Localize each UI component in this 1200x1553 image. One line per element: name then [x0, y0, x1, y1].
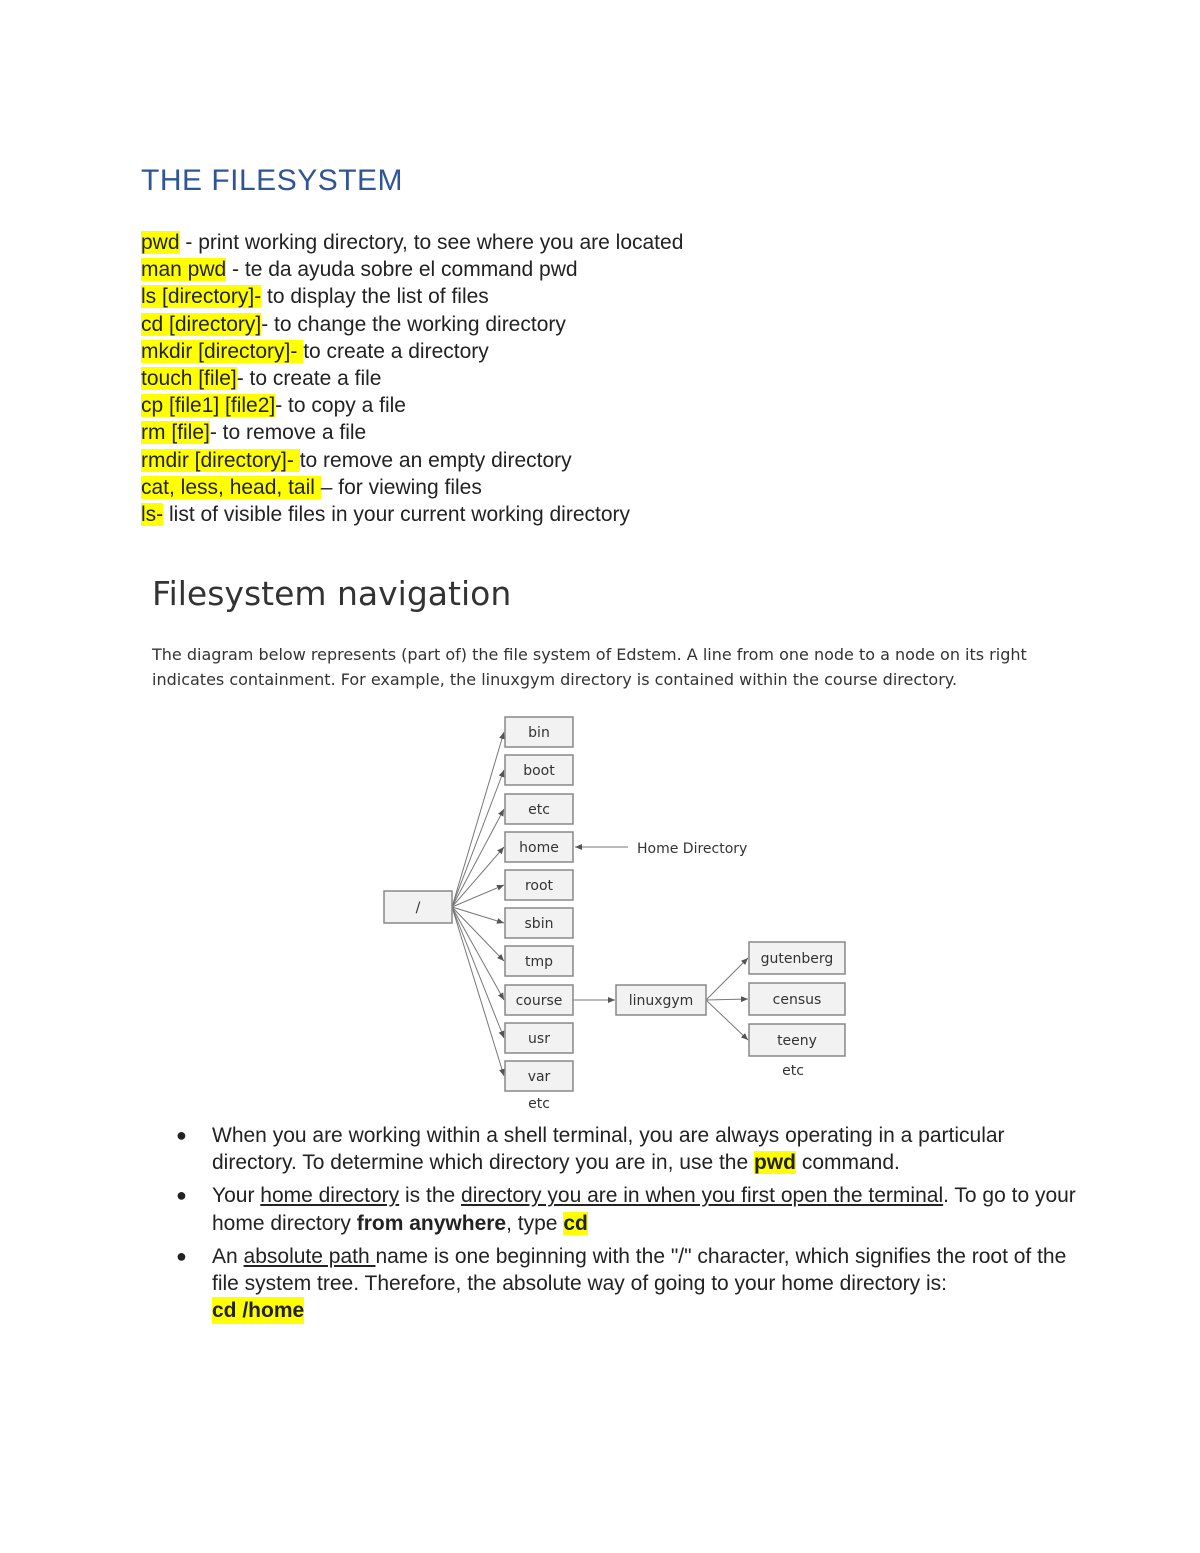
dir-node-home [505, 832, 573, 862]
command-description: - print working directory, to see where you are located [179, 231, 684, 254]
command-item [141, 501, 683, 528]
command-description: to remove an empty directory [299, 448, 572, 472]
command-description: list of visible files in your current working directory [163, 503, 631, 527]
dir-node-var [505, 1061, 573, 1091]
dir-node-bin [505, 717, 573, 747]
bullet-icon: ● [176, 1245, 187, 1266]
dir-node-census [749, 983, 845, 1015]
command-description: – for viewing files [320, 475, 482, 499]
home-directory-definition: directory you are in when you first open the terminal [461, 1184, 944, 1208]
dir-node-sbin [505, 908, 573, 938]
command-item [141, 256, 683, 283]
filesystem-diagram [370, 706, 860, 1116]
bullet-text: When you are working within a shell terminal, you are always operating in a particular directory. To determine which directory you are in, use the [212, 1124, 1005, 1175]
command-list [141, 229, 683, 528]
dir-node-gutenberg-label: gutenberg [760, 951, 834, 967]
bullet-icon: ● [176, 1185, 187, 1206]
dir-node-etc-label: etc [528, 802, 550, 818]
dir-node-usr [505, 1023, 573, 1053]
command-name: rmdir [directory]- [141, 448, 300, 472]
command-item [141, 283, 683, 310]
command-name: touch [file] [141, 367, 237, 391]
command-item [141, 338, 683, 365]
dir-node-root [505, 870, 573, 900]
command-item [141, 447, 683, 474]
bullet-item [176, 1122, 1076, 1176]
home-directory-label: Home Directory [637, 841, 748, 857]
bullet-text: is the [399, 1184, 462, 1208]
bullet-text: , type [506, 1211, 564, 1235]
dir-node-gutenberg [749, 942, 845, 974]
bullet-icon: ● [176, 1125, 187, 1145]
pwd-command: pwd [753, 1151, 796, 1175]
linuxgym-node [616, 985, 706, 1015]
bullet-text: name is one beginning with the "/" character, which signifies the root of the file system tree. Therefore, the absolute way of going to your home directory is: [212, 1244, 1067, 1296]
page-title: THE FILESYSTEM [141, 164, 404, 197]
command-name: ls [directory]- [141, 285, 262, 309]
command-description: - te da ayuda sobre el command pwd [226, 258, 578, 282]
dir-node-teeny-label: teeny [777, 1033, 817, 1049]
dir-node-boot-label: boot [523, 763, 555, 779]
command-name: cat, less, head, tail [141, 475, 321, 499]
absolute-path-link: absolute path [243, 1244, 376, 1268]
cd-home-command: cd /home [212, 1297, 304, 1324]
linuxgym-node-label: linuxgym [628, 993, 694, 1009]
bullet-list [176, 1122, 1076, 1330]
connector-arrow [706, 1000, 748, 1040]
linuxgym-more-label: etc [782, 1063, 804, 1079]
command-item [141, 392, 683, 419]
root-node-label: / [415, 900, 421, 916]
command-description: - to create a file [236, 367, 382, 391]
dir-node-usr-label: usr [528, 1031, 550, 1047]
command-description: to create a directory [303, 339, 489, 363]
dir-node-tmp-label: tmp [524, 954, 554, 970]
command-name: pwd [141, 231, 180, 254]
dir-node-sbin-label: sbin [524, 916, 554, 932]
command-item [141, 311, 683, 338]
connector-arrow [452, 770, 504, 907]
dir-node-root-label: root [524, 878, 554, 894]
command-name: rm [file] [141, 421, 210, 445]
command-item [141, 365, 683, 392]
section-description: The diagram below represents (part of) the file system of Edstem. A line from one node to a node on its right indicates containment. For example, the linuxgym directory is contained within the course directory. [152, 645, 1027, 689]
command-item [141, 419, 683, 446]
home-directory-link: home directory [260, 1184, 400, 1208]
connector-arrow [452, 732, 504, 907]
section-title: Filesystem navigation [152, 574, 512, 613]
command-name: cp [file1] [file2] [141, 394, 276, 418]
bullet-text: . To go to your home directory [212, 1184, 1076, 1235]
dir-node-bin-label: bin [528, 725, 550, 741]
connector-arrow [706, 999, 748, 1000]
dir-node-etc [505, 794, 573, 824]
bullet-item [176, 1243, 1076, 1325]
connector-arrow [452, 907, 504, 1038]
dir-node-var-label: var [527, 1069, 551, 1085]
command-description: - to change the working directory [261, 312, 566, 336]
command-name: mkdir [directory]- [141, 339, 304, 363]
dir-node-boot [505, 755, 573, 785]
command-item [141, 229, 683, 256]
from-anywhere-text: from anywhere [356, 1211, 507, 1235]
dir-node-course [505, 985, 573, 1015]
command-name: cd [directory] [141, 312, 262, 336]
connector-arrow [706, 958, 748, 1000]
command-item [141, 474, 683, 501]
bullet-text: command. [795, 1151, 900, 1175]
command-description: - to remove a file [209, 421, 367, 445]
dir-node-census-label: census [772, 992, 822, 1008]
cd-command: cd [563, 1211, 588, 1235]
children-more-label: etc [528, 1096, 550, 1112]
connector-arrow [452, 907, 504, 1076]
dir-node-tmp [505, 946, 573, 976]
connector-arrow [452, 885, 504, 907]
dir-node-course-label: course [515, 993, 563, 1009]
connector-arrow [452, 809, 504, 907]
command-name: man pwd [141, 258, 227, 282]
dir-node-teeny [749, 1024, 845, 1056]
dir-node-home-label: home [519, 840, 559, 856]
bullet-text: An [212, 1244, 244, 1268]
command-description: to display the list of files [261, 285, 489, 309]
command-name: ls- [141, 503, 164, 527]
root-node [384, 891, 452, 923]
command-description: - to copy a file [275, 394, 406, 418]
connector-arrow [452, 847, 504, 907]
bullet-text: Your [212, 1184, 261, 1208]
bullet-item [176, 1182, 1076, 1236]
